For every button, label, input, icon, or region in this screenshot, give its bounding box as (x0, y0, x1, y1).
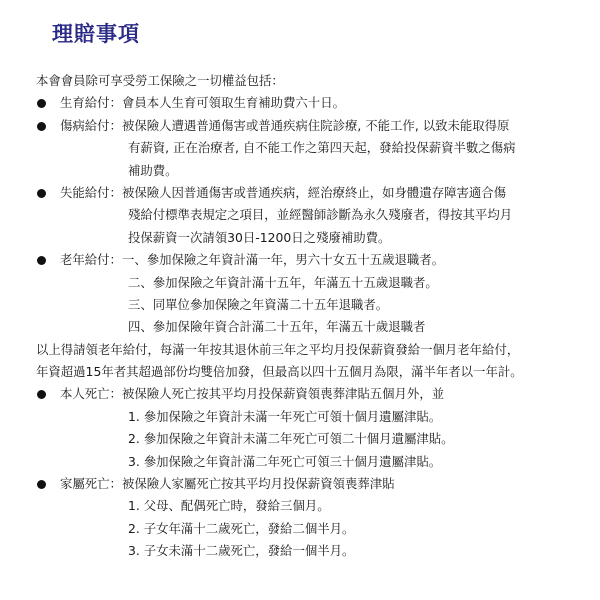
oldage-label: 老年給付： (60, 252, 122, 268)
oldage-item: 三、同單位參加保險之年資滿二十五年退職者。 (128, 296, 389, 312)
bullet-icon (37, 122, 46, 131)
bullet-icon (37, 189, 46, 198)
death-family-label: 家屬死亡： (60, 476, 122, 492)
bullet-icon (37, 390, 46, 399)
maternity-text: 會員本人生育可領取生育補助費六十日。 (121, 95, 345, 111)
death-family-section (36, 473, 592, 495)
injury-line: 有薪資, 正在治療者, 自不能工作之第四天起，發給投保薪資半數之傷病 (128, 140, 516, 156)
page-title: 理賠事項 (52, 21, 140, 46)
death-self-text: 被保險人死亡按其平均月投保薪資領喪葬津貼五個月外，並 (121, 386, 445, 402)
death-self-item: 1. 參加保險之年資計未滿一年死亡可領十個月遺屬津貼。 (128, 408, 442, 424)
death-self-item: 3. 參加保險之年資計滿二年死亡可領三十個月遺屬津貼。 (128, 453, 442, 469)
oldage-note: 以上得請領老年給付，每滿一年按其退休前三年之平均月投保薪資發給一個月老年給付， (36, 341, 520, 357)
injury-label: 傷病給付： (60, 117, 122, 133)
death-family-text: 被保險人家屬死亡按其平均月投保薪資領喪葬津貼 (121, 476, 395, 492)
death-self-section (36, 383, 592, 405)
death-family-item: 3. 子女未滿十二歲死亡，發給一個半月。 (128, 543, 355, 559)
intro-text: 本會會員除可享受勞工保險之一切權益包括： (36, 73, 284, 88)
disability-label: 失能給付： (60, 184, 122, 200)
bullet-icon (37, 256, 46, 265)
maternity-label: 生育給付： (60, 95, 122, 111)
bullet-icon (37, 480, 46, 489)
injury-line: 被保險人遭遇普通傷害或普通疾病住院診療, 不能工作, 以致未能取得原 (121, 117, 510, 133)
oldage-section (36, 249, 592, 271)
maternity-section (36, 92, 592, 114)
benefits-document (36, 70, 592, 563)
disability-line: 投保薪資一次請領30日-1200日之殘廢補助費。 (128, 229, 391, 245)
death-family-item: 1. 父母、配偶死亡時，發給三個月。 (128, 498, 330, 514)
injury-section (36, 115, 592, 137)
disability-line: 殘給付標準表規定之項目，並經醫師診斷為永久殘廢者，得按其平均月 (128, 207, 513, 223)
oldage-item: 四、參加保險年資合計滿二十五年，年滿五十歲退職者 (128, 319, 426, 335)
oldage-item: 一、參加保險之年資計滿一年，男六十女五十五歲退職者。 (121, 252, 445, 268)
death-family-item: 2. 子女年滿十二歲死亡，發給二個半月。 (128, 520, 355, 536)
disability-line: 被保險人因普通傷害或普通疾病，經治療終止，如身體遺存障害適合傷 (121, 184, 507, 200)
bullet-icon (37, 99, 46, 108)
oldage-note: 年資超過15年者其超過部份均雙倍加發，但最高以四十五個月為限，滿半年者以一年計。 (36, 364, 523, 380)
disability-section (36, 182, 592, 204)
death-self-label: 本人死亡： (60, 386, 122, 402)
oldage-item: 二、參加保險之年資計滿十五年，年滿五十五歲退職者。 (128, 274, 438, 290)
death-self-item: 2. 參加保險之年資計未滿二年死亡可領二十個月遺屬津貼。 (128, 431, 454, 447)
injury-line: 補助費。 (128, 162, 178, 178)
